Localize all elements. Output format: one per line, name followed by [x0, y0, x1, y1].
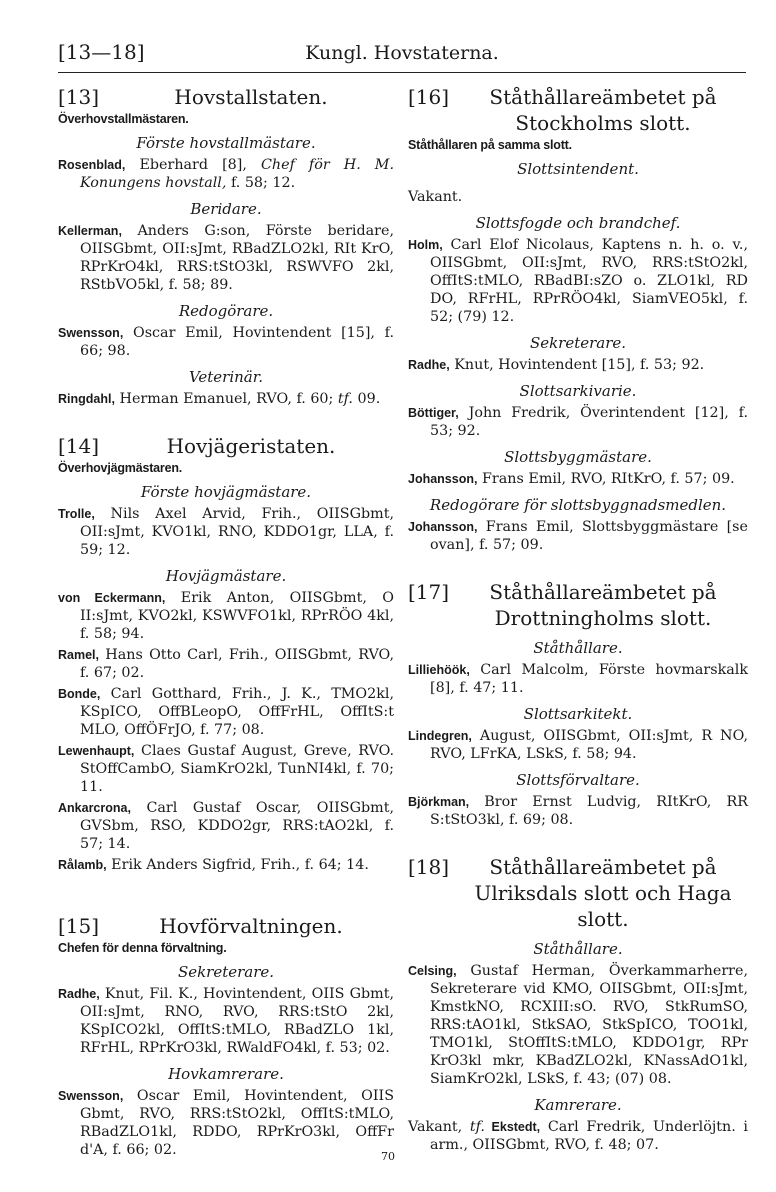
person-name: Johansson, [408, 472, 478, 486]
role-heading: Ståthållare. [533, 639, 623, 657]
person-entry [408, 470, 748, 488]
person-details: Carl Fredrik, Underlöjtn. i arm., OIISGbmt, RVO, f. 48; 07. [430, 1119, 749, 1153]
person-entry [408, 962, 748, 1088]
person-name: Lindegren, [408, 729, 472, 743]
person-entry [408, 661, 748, 697]
section-subhead: Överhovstallmästaren. [58, 112, 189, 126]
section-subhead: Chefen för denna förvaltning. [58, 941, 227, 955]
person-name: Johansson, [408, 520, 478, 534]
person-entry [58, 742, 394, 796]
right-column [408, 82, 748, 1157]
role-heading: Hovkamrerare. [168, 1065, 284, 1083]
person-entry [408, 356, 748, 374]
person-name: Holm, [408, 238, 443, 252]
running-title: Kungl. Hovstaterna. [305, 42, 499, 64]
section-name: Ståthållareämbetet på Stockholms slott. [489, 85, 717, 135]
person-details: Oscar Emil, Hovintendent, OIIS Gbmt, RVO, RRS:tStO2kl, OffItS:tMLO, RBadZLO1kl, RDDO, RPrKrO3kl, OffFr d'A, f. 66; 02. [80, 1088, 394, 1158]
section-title [408, 854, 748, 932]
person-entry [58, 1087, 394, 1159]
person-details: Nils Axel Arvid, Frih., OIISGbmt, OII:sJmt, KVO1kl, RNO, KDDO1gr, LLA, f. 59; 12. [80, 506, 394, 558]
running-header [58, 40, 746, 74]
person-name: Radhe, [408, 358, 450, 372]
page-number: 70 [381, 1150, 395, 1163]
person-entry [58, 856, 394, 874]
person-entry [58, 799, 394, 853]
person-name: Kellerman, [58, 224, 122, 238]
person-name: Swensson, [58, 1089, 124, 1103]
person-name: Ramel, [58, 648, 99, 662]
person-name: Böttiger, [408, 406, 459, 420]
role-heading: Redogörare. [178, 302, 274, 320]
person-entry [58, 505, 394, 559]
section-number: [15] [58, 914, 100, 938]
person-details: Gustaf Herman, Överkammarherre, Sekreterare vid KMO, OIISGbmt, OII:sJmt, KmstkNO, RCXIII:sO. RVO, StkRumSO, RRS:tAO1kl, StkSAO, StkSpICO, TOO1kl, TMO1kl, StOffItS:tMLO, KDDO1gr, RPr KrO3kl mkr, KBadZLO2kl, KNassAdO1kl, SiamKrO2kl, LSkS, f. 43; (07) 08. [430, 963, 748, 1087]
section-number: [13] [58, 85, 100, 109]
section-name: Hovjägeristaten. [166, 434, 336, 458]
person-name: Trolle, [58, 507, 95, 521]
person-name: Celsing, [408, 964, 457, 978]
person-details: Carl Gotthard, Frih., J. K., TMO2kl, KSpICO, OffBLeopO, OffFrHL, OffItS:t MLO, OffÖFrJO, f. 77; 08. [80, 686, 394, 738]
person-details-tail: 09. [352, 391, 381, 407]
section-title [408, 579, 748, 631]
role-heading: Ståthållare. [533, 940, 623, 958]
person-details: Eberhard [8], [125, 157, 261, 173]
role-heading: Beridare. [190, 200, 262, 218]
person-details: Herman Emanuel, RVO, f. 60; [114, 391, 338, 407]
person-entry [58, 985, 394, 1057]
entry-prefix-italic: tf. [469, 1119, 485, 1135]
role-heading: Veterinär. [188, 368, 264, 386]
section-name: Hovförvaltningen. [159, 914, 343, 938]
person-name: Swensson, [58, 326, 124, 340]
person-details: Knut, Fil. K., Hovintendent, OIIS Gbmt, OII:sJmt, RNO, RVO, RRS:tStO 2kl, KSpICO2kl, OffItS:tMLO, RBadZLO 1kl, RFrHL, RPrKrO3kl, RWaldFO4kl, f. 53; 02. [80, 986, 394, 1056]
section-subhead: Ståthållaren på samma slott. [408, 138, 572, 152]
person-details: Knut, Hovintendent [15], f. 53; 92. [449, 357, 705, 373]
role-heading: Slottsarkitekt. [523, 705, 633, 723]
role-heading: Redogörare för slottsbyggnadsmedlen. [429, 496, 727, 514]
section-title [58, 433, 394, 459]
section-gap [58, 877, 394, 911]
person-name: Radhe, [58, 987, 100, 1001]
role-heading: Slottsintendent. [517, 160, 639, 178]
role-heading: Sekreterare. [529, 334, 627, 352]
role-heading: Förste hovstallmästare. [136, 134, 316, 152]
person-entry [58, 222, 394, 294]
person-entry [58, 324, 394, 360]
person-name: Björkman, [408, 795, 470, 809]
person-details: Carl Gustaf Oscar, OIISGbmt, GVSbm, RSO, KDDO2gr, RRS:tAO2kl, f. 57; 14. [80, 800, 394, 852]
role-heading: Slottsförvaltare. [516, 771, 640, 789]
entry-prefix: Vakant, [408, 1119, 470, 1135]
person-entry [408, 793, 748, 829]
role-heading: Kamrerare. [534, 1096, 622, 1114]
person-details: August, OIISGbmt, OII:sJmt, R NO, RVO, LFrKA, LSkS, f. 58; 94. [430, 728, 748, 762]
person-details: Oscar Emil, Hovintendent [15], f. 66; 98. [80, 325, 394, 359]
role-heading: Sekreterare. [177, 963, 275, 981]
person-name: Rosenblad, [58, 158, 126, 172]
person-details: John Fredrik, Överintendent [12], f. 53; 92. [430, 405, 748, 439]
section-gap [58, 411, 394, 431]
person-details: Frans Emil, Slottsbyggmästare [se ovan], f. 57; 09. [430, 519, 748, 553]
section-name: Ståthållareämbetet på Drottningholms slott. [489, 580, 717, 630]
person-name: Lewenhaupt, [58, 744, 135, 758]
person-entry [408, 236, 748, 326]
section-number: [14] [58, 434, 100, 458]
section-title [408, 84, 748, 136]
person-name: Ringdahl, [58, 392, 115, 406]
person-details: Frans Emil, RVO, RItKrO, f. 57; 09. [477, 471, 735, 487]
section-number: [16] [408, 85, 450, 109]
vacancy-note: Vakant. [408, 189, 463, 205]
person-details: Claes Gustaf August, Greve, RVO. StOffCambO, SiamKrO2kl, TunNI4kl, f. 70; 11. [80, 743, 394, 795]
section-name: Hovstallstaten. [174, 85, 328, 109]
person-details: Anders G:son, Förste beridare, OIISGbmt, OII:sJmt, RBadZLO2kl, RIt KrO, RPrKrO4kl, RRS:tStO3kl, RSWVFO 2kl, RStbVO5kl, f. 58; 89. [80, 223, 394, 293]
person-details: Erik Anton, OIISGbmt, O II:sJmt, KVO2kl, KSWVFO1kl, RPrRÖO 4kl, f. 58; 94. [80, 590, 394, 642]
role-heading: Slottsarkivarie. [519, 382, 637, 400]
person-entry [58, 646, 394, 682]
section-number: [18] [408, 855, 450, 879]
person-title-italic: tf. [337, 391, 353, 407]
person-details: Hans Otto Carl, Frih., OIISGbmt, RVO, f. 67; 02. [80, 647, 394, 681]
person-details: Carl Elof Nicolaus, Kaptens n. h. o. v., OIISGbmt, OII:sJmt, RVO, RRS:tStO2kl, OffItS:tMLO, RBadBI:sZO o. ZLO1kl, RD DO, RFrHL, RPrRÖO4kl, SiamVEO5kl, f. 52; (79) 12. [430, 237, 748, 325]
person-name: Lilliehöök, [408, 663, 470, 677]
left-column [58, 82, 394, 1162]
role-heading: Hovjägmästare. [165, 567, 287, 585]
role-heading: Slottsfogde och brandchef. [475, 214, 681, 232]
person-details-tail: f. 58; 12. [226, 175, 296, 191]
section-number: [17] [408, 580, 450, 604]
person-entry [58, 156, 394, 192]
section-subhead: Överhovjägmästaren. [58, 461, 183, 475]
person-entry [408, 518, 748, 554]
section-gap [408, 832, 748, 852]
person-details: Erik Anders Sigfrid, Frih., f. 64; 14. [106, 857, 369, 873]
section-title [58, 84, 394, 110]
person-name: Ekstedt, [484, 1120, 541, 1134]
person-details: Bror Ernst Ludvig, RItKrO, RR S:tStO3kl, f. 69; 08. [430, 794, 748, 828]
person-entry [408, 1118, 748, 1154]
person-entry [58, 685, 394, 739]
person-name: Rålamb, [58, 858, 107, 872]
person-name: von Eckermann, [58, 591, 166, 605]
role-heading: Förste hovjägmästare. [140, 483, 312, 501]
role-heading: Slottsbyggmästare. [504, 448, 652, 466]
person-name: Ankarcrona, [58, 801, 131, 815]
section-range: [13—18] [58, 40, 145, 64]
person-entry [58, 589, 394, 643]
section-title [58, 913, 394, 939]
person-entry [408, 727, 748, 763]
header-rule [58, 72, 746, 73]
person-entry [408, 404, 748, 440]
section-gap [408, 557, 748, 577]
person-name: Bonde, [58, 687, 101, 701]
person-details: Carl Malcolm, Förste hovmarskalk [8], f. 47; 11. [430, 662, 748, 696]
person-entry [58, 390, 394, 408]
section-name: Ståthållareämbetet på Ulriksdals slott och Haga slott. [474, 855, 732, 931]
person-title-italic: Chef för H. M. Konungens hovstall, [80, 157, 394, 191]
